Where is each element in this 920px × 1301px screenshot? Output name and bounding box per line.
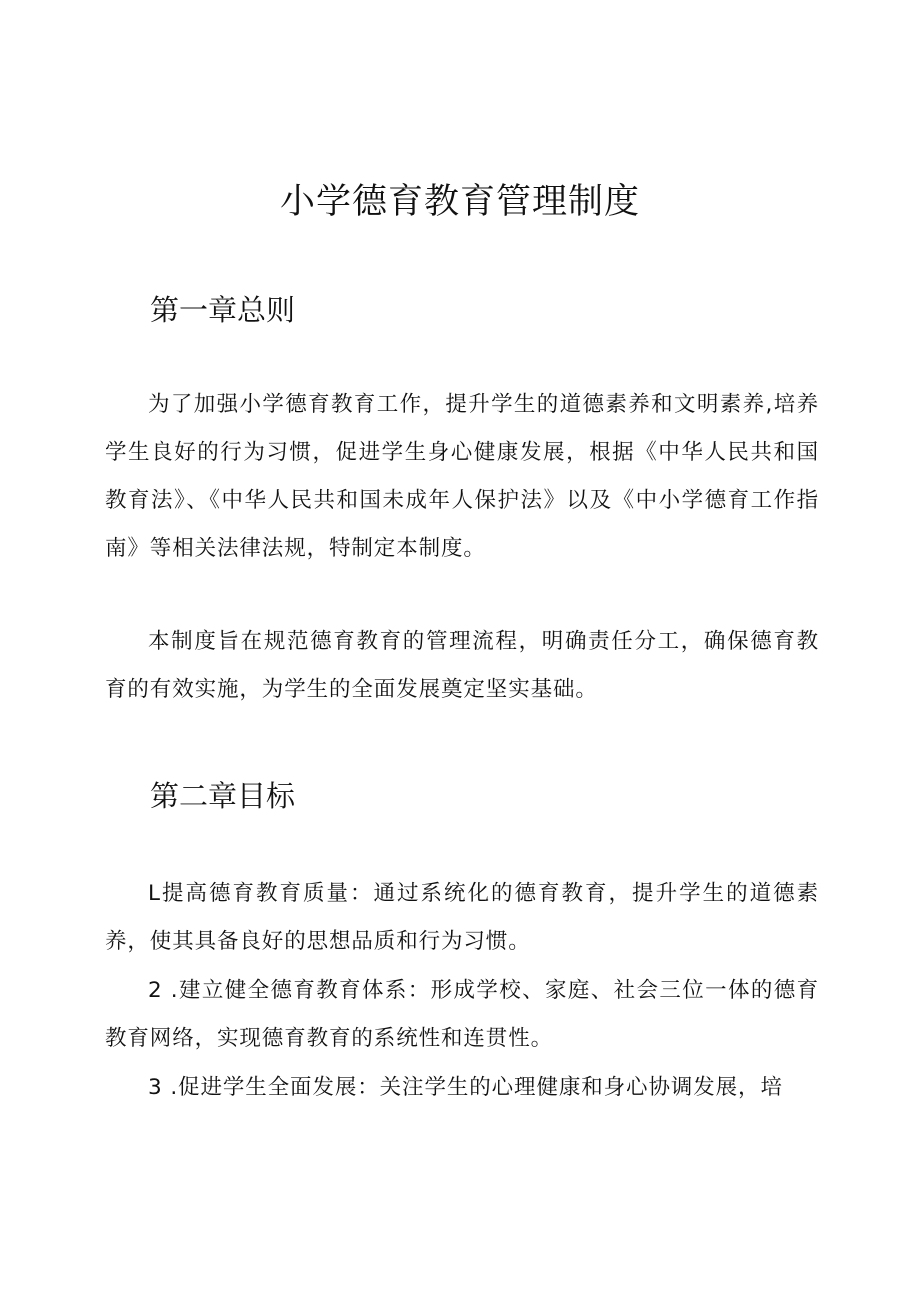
chapter-1-heading: 第一章总则 xyxy=(150,293,296,327)
document-title: 小学德育教育管理制度 xyxy=(279,182,640,222)
chapter-2-heading: 第二章目标 xyxy=(150,779,296,813)
goal-item-3: 3 .促进学生全面发展：关注学生的心理健康和身心协调发展，培 xyxy=(148,1075,783,1100)
chapter-1-paragraph-1 xyxy=(105,381,819,573)
goal-item-2: 2 .建立健全德育教育体系：形成学校、家庭、社会三位一体的德育教育网络，实现德育教育的系统性和连贯性。 xyxy=(105,978,819,1051)
paragraph-text: 为了加强小学德育教育工作，提升学生的道德素养和文明素养,培养学生良好的行为习惯，促进学生身心健康发展，根据《中华人民共和国教育法》、《中华人民共和国未成年人保护法》以及《中小学德育工作指南》等相关法律法规，特制定本制度。 xyxy=(105,392,819,561)
chapter-1-paragraph-2 xyxy=(105,618,819,714)
paragraph-text: 本制度旨在规范德育教育的管理流程，明确责任分工，确保德育教育的有效实施，为学生的全面发展奠定坚实基础。 xyxy=(105,629,819,702)
goal-item-1: L提高德育教育质量：通过系统化的德育教育，提升学生的道德素养，使其具备良好的思想品质和行为习惯。 xyxy=(105,881,819,954)
